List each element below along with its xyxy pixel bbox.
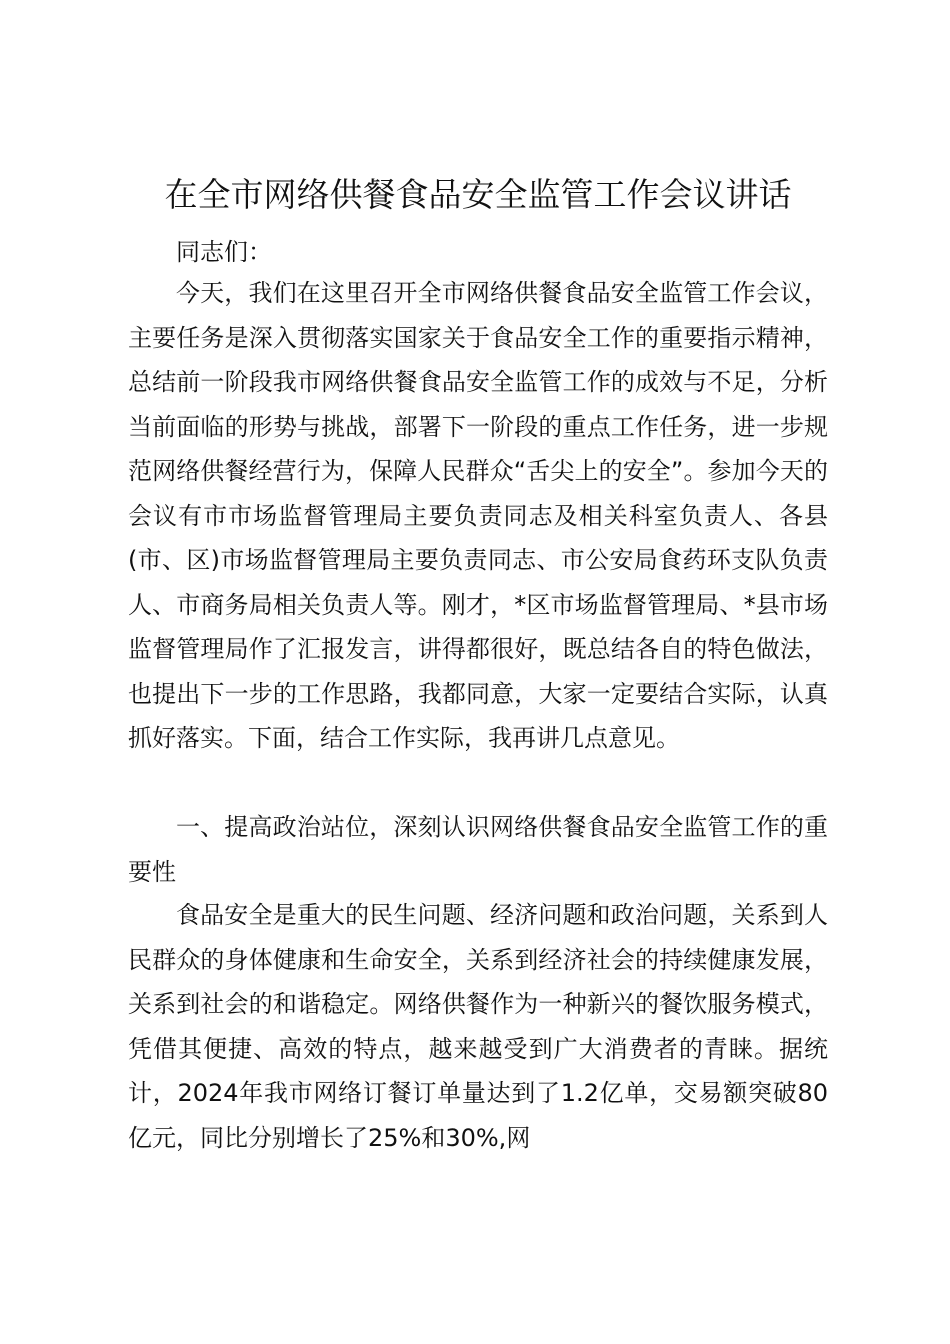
document-title: 在全市网络供餐食品安全监管工作会议讲话	[164, 175, 792, 214]
greeting: 同志们：	[176, 238, 272, 266]
section-heading-1: 一、提高政治站位，深刻认识网络供餐食品安全监管工作的重要性	[128, 813, 828, 886]
paragraph-opening: 今天，我们在这里召开全市网络供餐食品安全监管工作会议，主要任务是深入贯彻落实国家关于食品安全工作的重要指示精神，总结前一阶段我市网络供餐食品安全监管工作的成效与不足，分析当前面临的形势与挑战，部署下一阶段的重点工作任务，进一步规范网络供餐经营行为，保障人民群众“舌尖上的安全”。参加今天的会议有市市场监督管理局主要负责同志及相关科室负责人、各县(市、区)市场监督管理局主要负责同志、市公安局食药环支队负责人、市商务局相关负责人等。刚才，*区市场监督管理局、*县市场监督管理局作了汇报发言，讲得都很好，既总结各自的特色做法，也提出下一步的工作思路，我都同意，大家一定要结合实际，认真抓好落实。下面，结合工作实际，我再讲几点意见。	[128, 279, 828, 752]
paragraph-section-1: 食品安全是重大的民生问题、经济问题和政治问题，关系到人民群众的身体健康和生命安全，关系到经济社会的持续健康发展，关系到社会的和谐稳定。网络供餐作为一种新兴的餐饮服务模式，凭借其便捷、高效的特点，越来越受到广大消费者的青睐。据统计，2024年我市网络订餐订单量达到了1.2亿单，交易额突破80亿元，同比分别增长了25%和30%,网	[128, 901, 828, 1152]
